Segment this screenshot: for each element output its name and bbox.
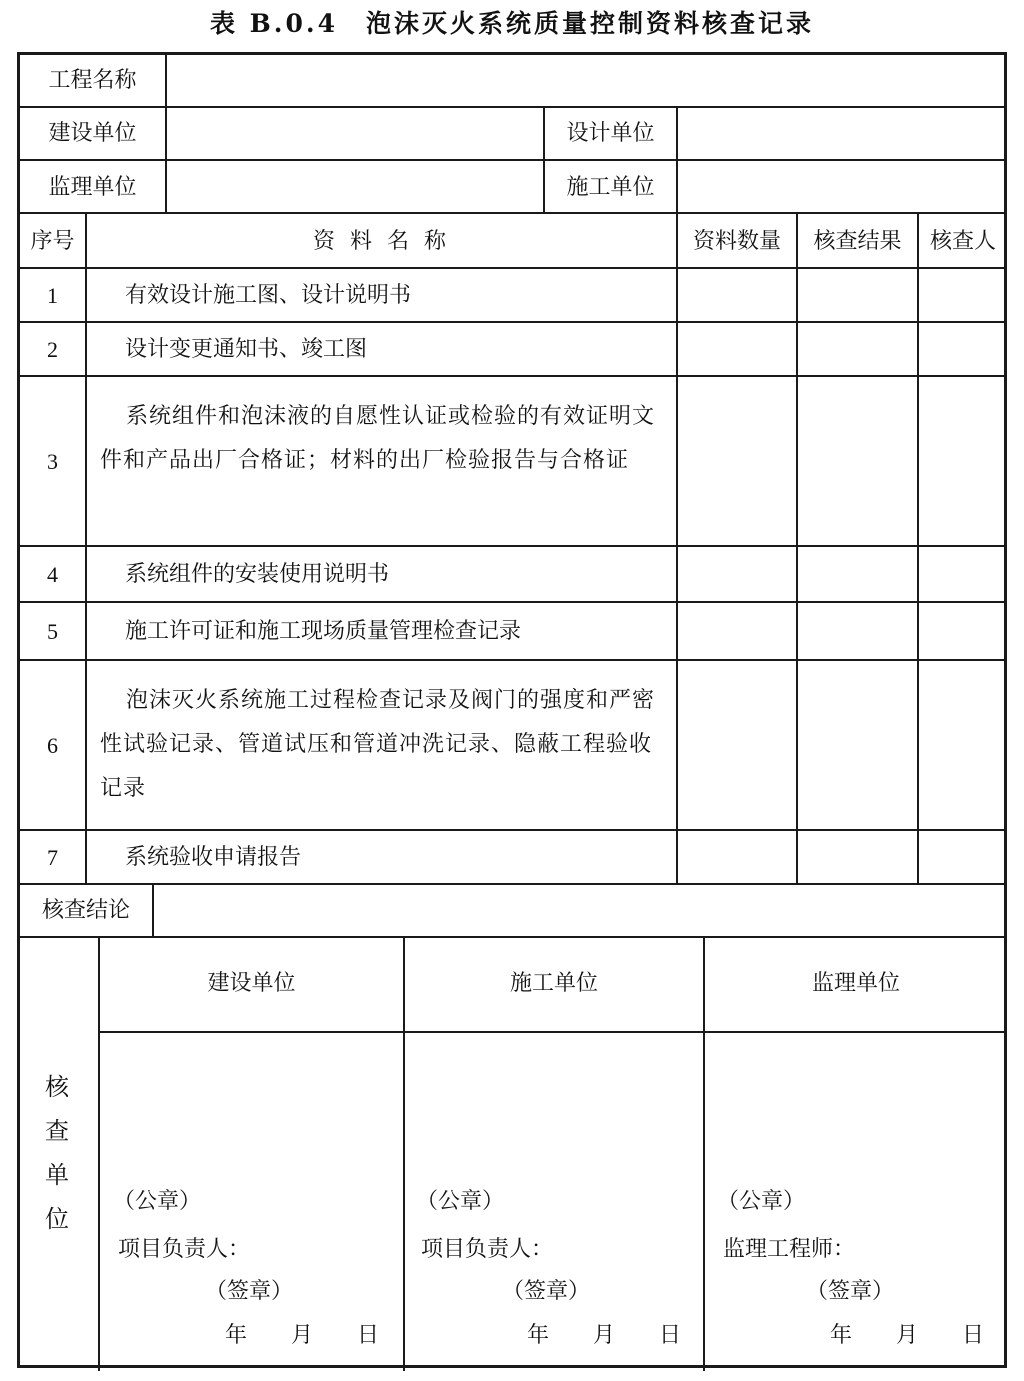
- rule: [20, 545, 1004, 547]
- builder-unit-label: 施工单位: [566, 175, 655, 200]
- person-label: 项目负责人：: [421, 1237, 554, 1262]
- row-name: 有效设计施工图、设计说明书: [125, 283, 412, 308]
- rule: [98, 937, 100, 1371]
- row-no: 4: [47, 562, 58, 587]
- row-no: 6: [47, 733, 58, 758]
- sign-unit-name: 建设单位: [207, 971, 296, 996]
- rule: [20, 212, 1004, 214]
- rule: [403, 937, 405, 1371]
- rule: [796, 213, 798, 884]
- design-unit-field[interactable]: [678, 108, 1007, 159]
- rule: [20, 601, 1004, 603]
- rule: [20, 883, 1004, 885]
- col-header-no: 序号: [30, 229, 75, 254]
- construction-unit-field[interactable]: [167, 108, 543, 159]
- date-label: 年 月 日: [225, 1323, 380, 1348]
- row-no: 1: [47, 283, 58, 308]
- supervision-unit-field[interactable]: [167, 161, 543, 212]
- builder-unit-field[interactable]: [678, 161, 1007, 212]
- rule: [85, 213, 87, 884]
- date-label: 年 月 日: [830, 1323, 985, 1348]
- construction-unit-label: 建设单位: [48, 121, 137, 146]
- rule: [20, 936, 1004, 938]
- row-name: 设计变更通知书、竣工图: [125, 337, 368, 362]
- sign-label: （签章）: [502, 1279, 591, 1304]
- rule: [20, 375, 1004, 377]
- row-name: 系统组件和泡沫液的自愿性认证或检验的有效证明文件和产品出厂合格证；材料的出厂检验报告与合格证: [100, 404, 656, 473]
- sign-label: （签章）: [205, 1279, 294, 1304]
- sign-unit-name: 监理单位: [811, 971, 900, 996]
- rule: [676, 213, 678, 884]
- row-name: 系统验收申请报告: [125, 845, 302, 870]
- row-name: 泡沫灭火系统施工过程检查记录及阀门的强度和严密性试验记录、管道试压和管道冲洗记录、隐蔽工程验收记录: [100, 688, 656, 801]
- inspection-record-table: [17, 52, 1007, 1368]
- conclusion-label: 核查结论: [41, 898, 130, 923]
- person-label: 监理工程师：: [723, 1237, 856, 1262]
- design-unit-label: 设计单位: [566, 121, 655, 146]
- project-name-field[interactable]: [167, 55, 1007, 106]
- rule: [20, 321, 1004, 323]
- conclusion-field[interactable]: [154, 886, 1007, 936]
- row-no: 7: [47, 845, 58, 870]
- seal-label: （公章）: [717, 1189, 806, 1214]
- sign-unit-name: 施工单位: [509, 971, 598, 996]
- col-header-checker: 核查人: [929, 229, 996, 254]
- seal-label: （公章）: [416, 1189, 505, 1214]
- page-title: 表 B.0.4 泡沫灭火系统质量控制资料核查记录: [209, 9, 815, 38]
- row-name: 系统组件的安装使用说明书: [125, 562, 390, 587]
- col-header-name: 资 料 名 称: [313, 229, 450, 254]
- col-header-quantity: 资料数量: [692, 229, 781, 254]
- row-no: 5: [47, 619, 58, 644]
- col-header-result: 核查结果: [813, 229, 902, 254]
- rule: [98, 1031, 1004, 1033]
- rule: [20, 659, 1004, 661]
- row-name: 施工许可证和施工现场质量管理检查记录: [125, 619, 522, 644]
- sign-label: （签章）: [806, 1279, 895, 1304]
- rule: [20, 829, 1004, 831]
- supervision-unit-label: 监理单位: [48, 175, 137, 200]
- person-label: 项目负责人：: [118, 1237, 251, 1262]
- project-name-label: 工程名称: [48, 68, 137, 93]
- date-label: 年 月 日: [527, 1323, 682, 1348]
- seal-label: （公章）: [113, 1189, 202, 1214]
- row-no: 2: [47, 337, 58, 362]
- check-unit-label: 核查单位: [45, 1073, 69, 1233]
- rule: [917, 213, 919, 884]
- rule: [703, 937, 705, 1371]
- rule: [20, 267, 1004, 269]
- row-no: 3: [47, 449, 58, 474]
